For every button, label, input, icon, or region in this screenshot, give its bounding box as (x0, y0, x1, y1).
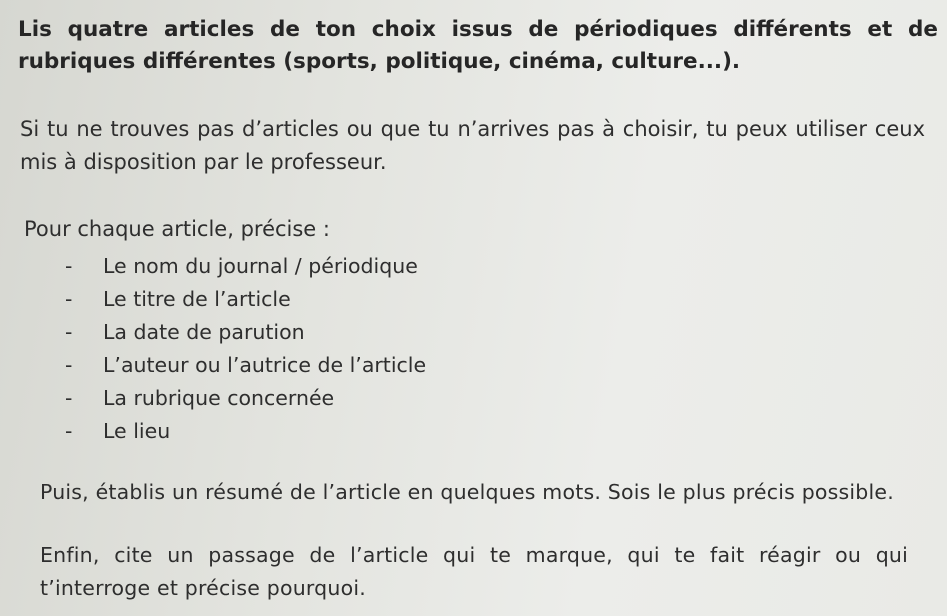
bullet-dash: - (65, 386, 73, 410)
list-item-label: La rubrique concernée (103, 386, 335, 410)
bullet-dash: - (65, 254, 73, 278)
quote-paragraph: Enfin, cite un passage de l’article qui te marque, qui te fait réagir ou qui t’interroge et précise pourquoi. (40, 543, 908, 600)
list-item (65, 415, 426, 448)
bullet-dash: - (65, 419, 73, 443)
list-item-label: Le nom du journal / périodique (103, 254, 418, 278)
bullet-dash: - (65, 287, 73, 311)
bullet-dash: - (65, 353, 73, 377)
list-item-label: Le titre de l’article (103, 287, 291, 311)
list-item (65, 349, 426, 382)
criteria-list (65, 250, 426, 448)
bullet-dash: - (65, 320, 73, 344)
list-item-label: La date de parution (103, 320, 305, 344)
assignment-heading: Lis quatre articles de ton choix issus de périodiques différents et de rubriques différentes (sports, politique, cinéma, culture...). (18, 17, 938, 74)
summary-paragraph: Puis, établis un résumé de l’article en quelques mots. Sois le plus précis possible. (40, 480, 894, 504)
list-item (65, 250, 426, 283)
note-paragraph: Si tu ne trouves pas d’articles ou que tu n’arrives pas à choisir, tu peux utiliser ceux mis à disposition par le professeur. (20, 117, 925, 174)
list-intro: Pour chaque article, précise : (24, 217, 330, 241)
list-item (65, 316, 426, 349)
list-item (65, 382, 426, 415)
list-item-label: L’auteur ou l’autrice de l’article (103, 353, 427, 377)
list-item (65, 283, 426, 316)
list-item-label: Le lieu (103, 419, 171, 443)
